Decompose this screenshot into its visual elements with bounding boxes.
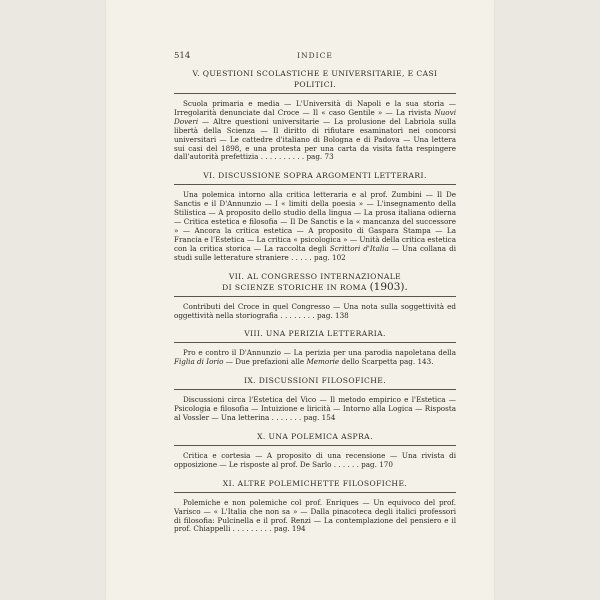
page-reference: pag. 170: [361, 459, 393, 469]
section-heading: VIII. UNA PERIZIA LETTERARIA.: [244, 329, 386, 339]
page-reference: pag. 73: [306, 152, 334, 162]
section-entry: Polemiche e non polemiche col prof. Enriques — Un equivoco del prof. Varisco — « L'Italia che non sa » — Dalla pinacoteca degli italici professori di filosofia: Pulcinella e il prof. Renzi — La contemplazione del pensiero e il prof. Chiappelli . . . . . . . . . pag. 194: [174, 497, 456, 534]
section-entry: Pro e contro il D'Annunzio — La perizia per una parodia napoletana della Figlia di Iorio — Due prefazioni alle Memorie dello Scarpetta pag. 143.: [174, 348, 456, 367]
section-heading: X. UNA POLEMICA ASPRA.: [257, 431, 373, 441]
page-reference: pag. 138: [316, 310, 349, 320]
section-heading: VII. AL CONGRESSO INTERNAZIONALE DI SCIENZE STORICHE IN ROMA (1903).: [222, 271, 408, 293]
section-v: [174, 68, 456, 162]
page-reference: pag. 154: [303, 413, 336, 423]
section-rule: [174, 342, 456, 343]
page-number: 514: [174, 51, 191, 61]
section-rule: [174, 93, 456, 94]
section-entry: Una polemica intorno alla critica letteraria e al prof. Zumbini — Il De Sanctis e il D'Annunzio — I « limiti della poesia » — L'insegnamento della Stilistica — A proposito dello studio della lingua — La prosa italiana odierna — Critica estetica e filosofia — Il De Sanctis e la « mancanza del successore » — Ancora la critica estetica — A proposito di Gaspara Stampa — La Francia e l'Estetica — La critica « psicologica » — Unità della critica estetica con la critica storica — La raccolta degli Scrittori d'Italia — Una collana di studi sulle letterature straniere . . . . . pag. 102: [174, 190, 457, 262]
section-vii: [174, 271, 456, 321]
page-reference: pag. 194: [273, 524, 306, 534]
running-title: INDICE: [297, 51, 333, 60]
section-viii: [174, 328, 456, 367]
page-reference: pag. 143.: [399, 357, 434, 367]
section-rule: [174, 492, 456, 493]
section-rule: [174, 389, 456, 390]
section-xi: [174, 478, 456, 535]
section-entry: Scuola primaria e media — L'Università di Napoli e la sua storia — Irregolarità denunciate dal Croce — Il « caso Gentile » — La rivista Nuovi Doveri — Altre questioni universitarie — La prolusione del Labriola sulla libertà della Scienza — Il diritto di rifiutare esaminatori nei concorsi universitari — Le cattedre d'italiano di Bologna e di Padova — Una lettera sui casi del 1898, e una protesta per una carta da visita fatta respingere dall'autorità prefettizia . . . . . . . . . . pag. 73: [174, 99, 456, 162]
section-entry: Critica e cortesia — A proposito di una recensione — Una rivista di opposizione — Le risposte al prof. De Sarlo . . . . . . pag. 170: [174, 450, 456, 469]
section-rule: [174, 296, 456, 297]
section-ix: [174, 375, 456, 423]
index-content: [174, 68, 456, 542]
section-heading: IX. DISCUSSIONI FILOSOFICHE.: [243, 376, 387, 386]
section-rule: [174, 445, 456, 446]
section-vi: [174, 170, 456, 262]
section-heading: V. QUESTIONI SCOLASTICHE E UNIVERSITARIE, E CASI POLITICI.: [192, 69, 438, 89]
section-heading: VI. DISCUSSIONE SOPRA ARGOMENTI LETTERARI.: [203, 171, 427, 181]
running-header: [174, 51, 456, 65]
section-heading: XI. ALTRE POLEMICHETTE FILOSOFICHE.: [222, 478, 408, 488]
page-reference: pag. 102: [313, 252, 346, 262]
section-x: [174, 431, 456, 470]
section-entry: Contributi del Croce in quel Congresso — Una nota sulla soggettività ed oggettività nella storiografia . . . . . . . . pag. 138: [174, 301, 456, 320]
section-rule: [174, 184, 456, 185]
section-entry: Discussioni circa l'Estetica del Vico — Il metodo empirico e l'Estetica — Psicologia e filosofia — Intuizione e liricità — Intorno alla Logica — Risposta al Vossler — Una letterina . . . . . . . pag. 154: [174, 395, 456, 423]
